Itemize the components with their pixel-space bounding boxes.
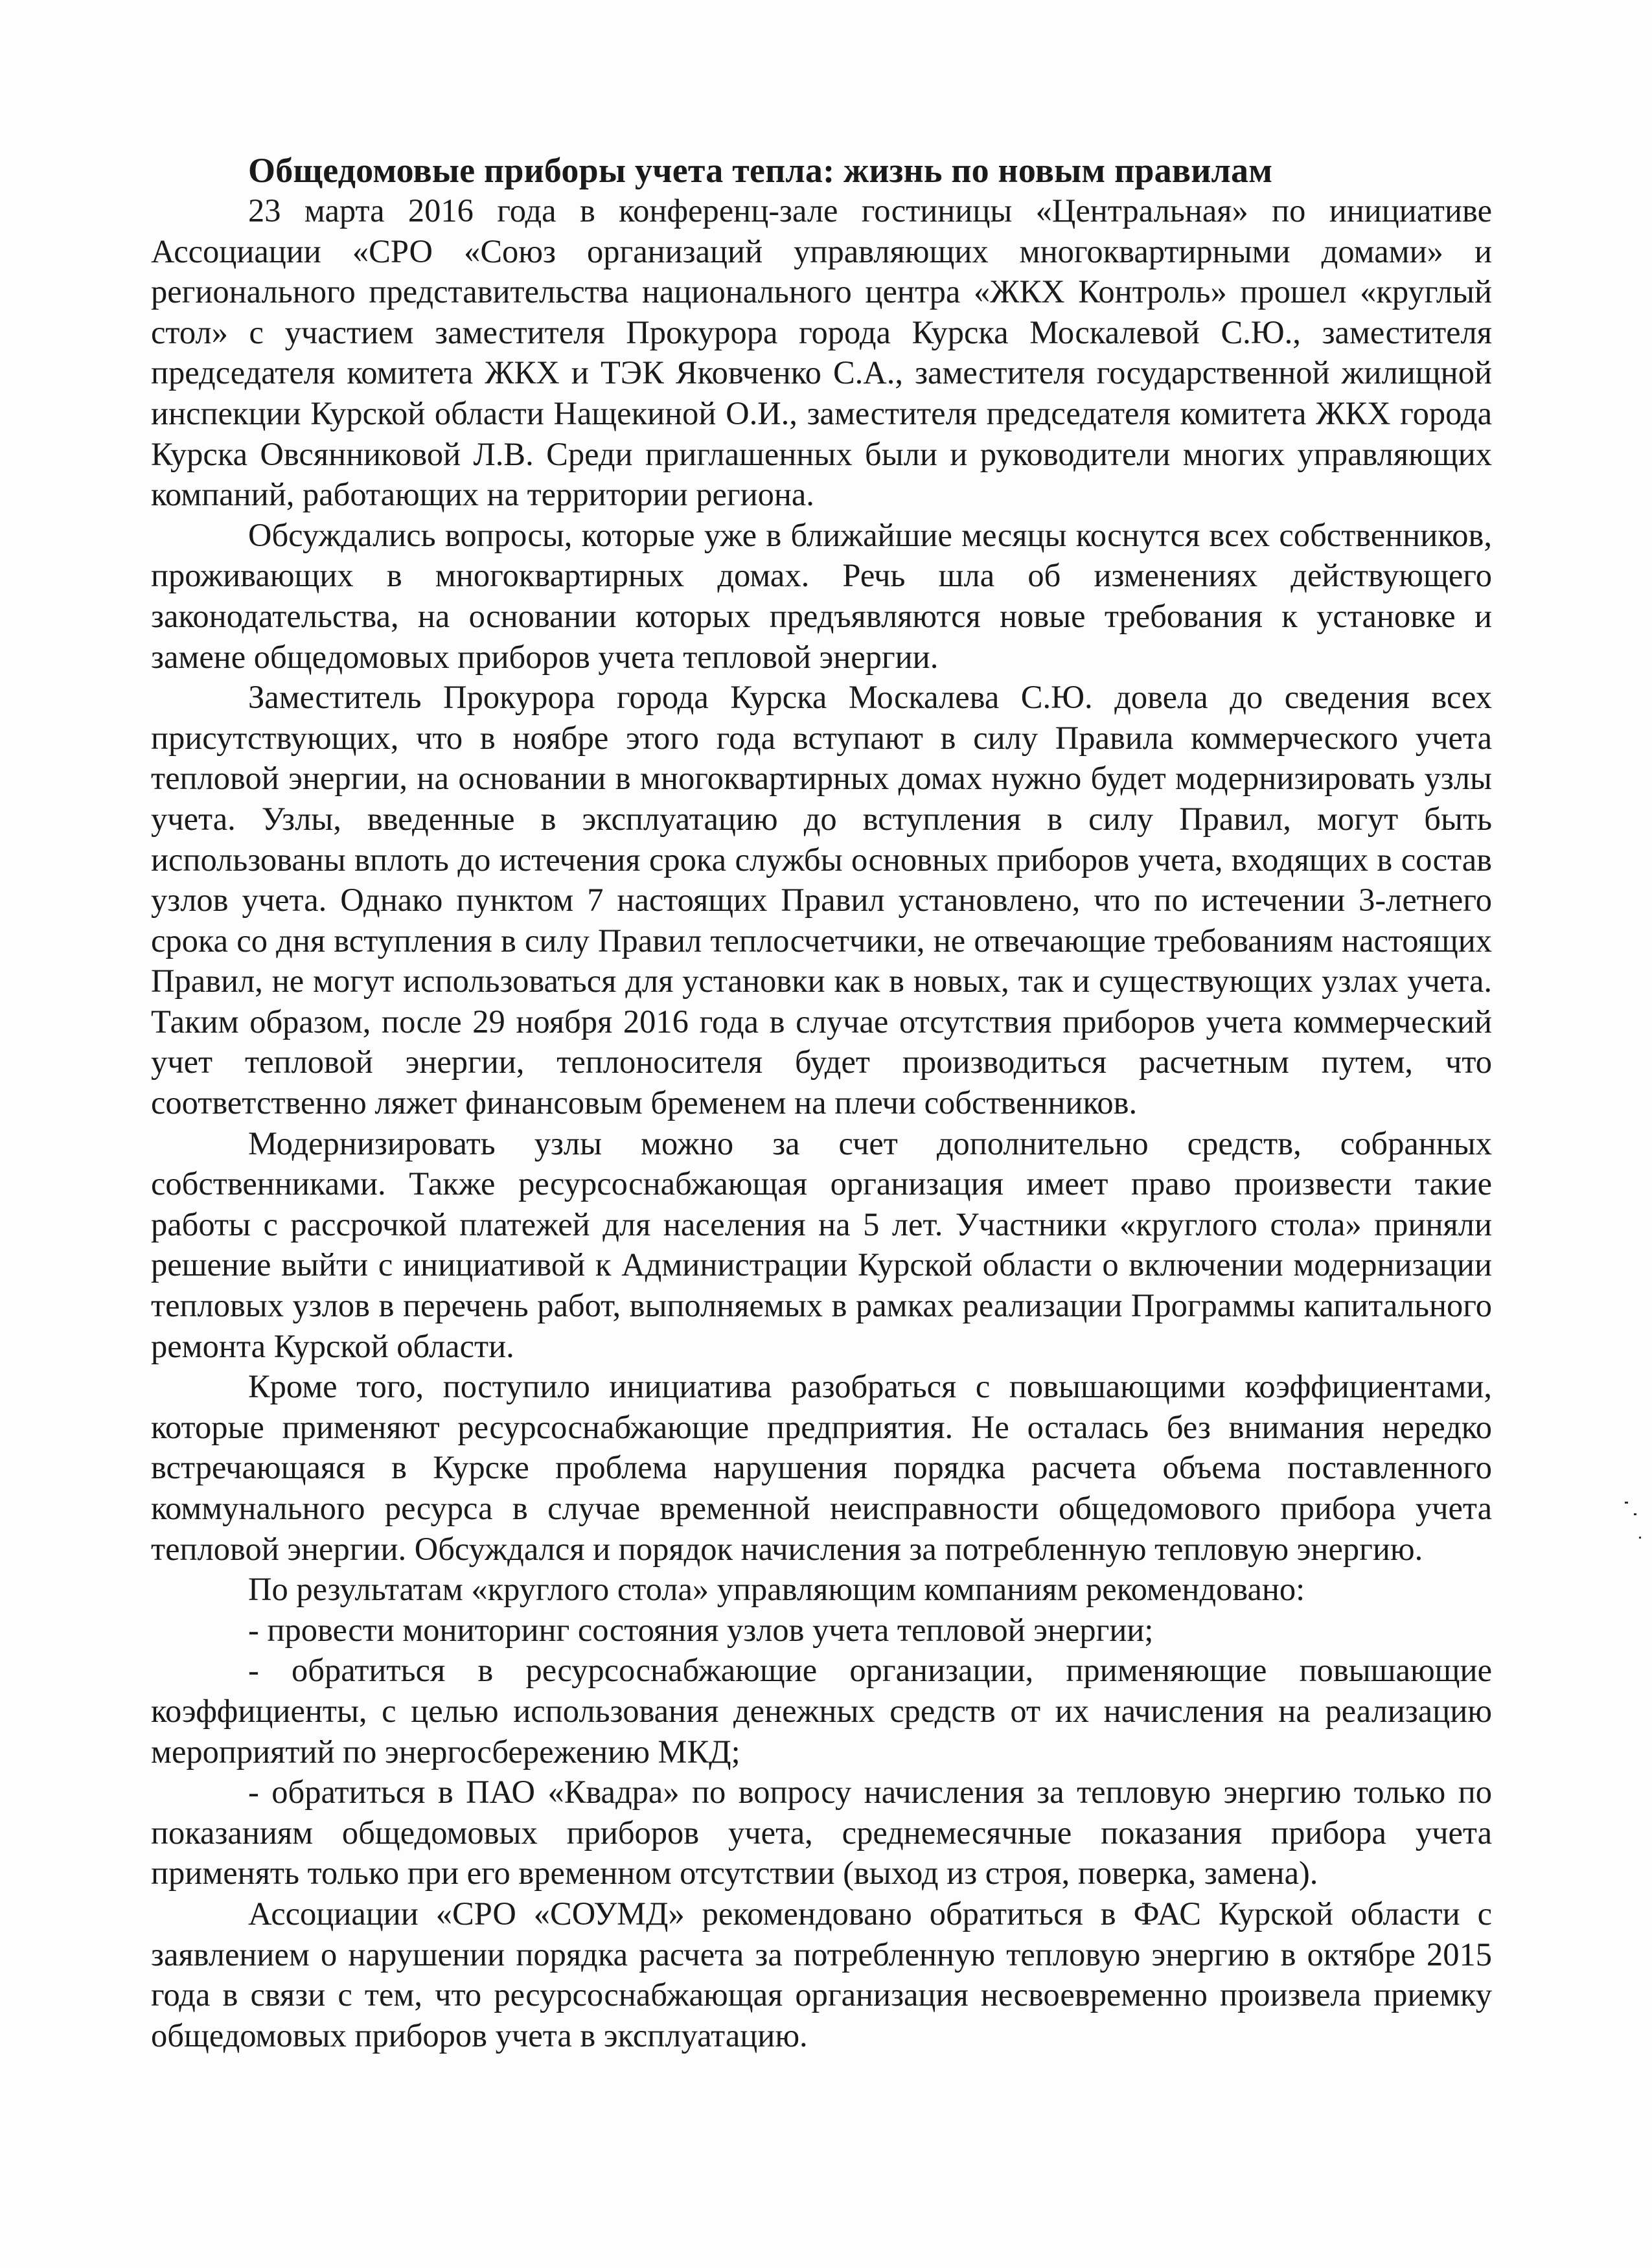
scan-speck [1625, 1502, 1628, 1504]
recommendation-item: - обратиться в ПАО «Квадра» по вопросу начисления за тепловую энергию только по показаниям общедомовых приборов учета, среднемесячные показания прибора учета применять только при его временном отсутствии (выход из строя, поверка, замена). [151, 1774, 1492, 1892]
paragraph-closing: Ассоциации «СРО «СОУМД» рекомендовано обратиться в ФАС Курской области с заявлением о нарушении порядка расчета за потребленную тепловую энергию в октябре 2015 года в связи с тем, что ресурсоснабжающая организация несвоевременно произвела приемку общедомовых приборов учета в эксплуатацию. [151, 1895, 1492, 2054]
scan-speck [1634, 1513, 1636, 1515]
recommendation-item: - обратиться в ресурсоснабжающие организации, применяющие повышающие коэффициенты, с целью использования денежных средств от их начисления на реализацию мероприятий по энергосбережению МКД; [151, 1652, 1492, 1770]
paragraph-prosecutor: Заместитель Прокурора города Курска Москалева С.Ю. довела до сведения всех присутствующих, что в ноябре этого года вступают в силу Правила коммерческого учета тепловой энергии, на основании в многоквартирных домах нужно будет модернизировать узлы учета. Узлы, введенные в эксплуатацию до вступления в силу Правил, могут быть использованы вплоть до истечения срока службы основных приборов учета, входящих в состав узлов учета. Однако пунктом 7 настоящих Правил установлено, что по истечении 3-летнего срока со дня вступления в силу Правил теплосчетчики, не отвечающие требованиям настоящих Правил, не могут использоваться для установки как в новых, так и существующих узлах учета. Таким образом, после 29 ноября 2016 года в случае отсутствия приборов учета коммерческий учет тепловой энергии, теплоносителя будет производиться расчетным путем, что соответственно ляжет финансовым бременем на плечи собственников. [151, 679, 1492, 1121]
paragraph-results-intro: По результатам «круглого стола» управляющим компаниям рекомендовано: [248, 1571, 1305, 1608]
paragraph-intro: 23 марта 2016 года в конференц-зале гостиницы «Центральная» по инициативе Ассоциации «СРО «Союз организаций управляющих многоквартирными домами» и регионального представительства национального центра «ЖКХ Контроль» прошел «круглый стол» с участием заместителя Прокурора города Курска Москалевой С.Ю., заместителя председателя комитета ЖКХ и ТЭК Яковченко С.А., заместителя государственной жилищной инспекции Курской области Нащекиной О.И., заместителя председателя комитета ЖКХ города Курска Овсянниковой Л.В. Среди приглашенных были и руководители многих управляющих компаний, работающих на территории региона. [151, 192, 1492, 513]
paragraph-coefficients: Кроме того, поступило инициатива разобраться с повышающими коэффициентами, которые применяют ресурсоснабжающие предприятия. Не осталась без внимания нередко встречающаяся в Курске проблема нарушения порядка расчета объема поставленного коммунального ресурса в случае временной неисправности общедомового прибора учета тепловой энергии. Обсуждался и порядок начисления за потребленную тепловую энергию. [151, 1368, 1492, 1567]
paragraph-discussion: Обсуждались вопросы, которые уже в ближайшие месяцы коснутся всех собственников, проживающих в многоквартирных домах. Речь шла об изменениях действующего законодательства, на основании которых предъявляются новые требования к установке и замене общедомовых приборов учета тепловой энергии. [151, 516, 1492, 675]
scan-speck [1639, 1537, 1641, 1539]
document-title: Общедомовые приборы учета тепла: жизнь по новым правилам [248, 151, 1273, 190]
paragraph-modernization: Модернизировать узлы можно за счет дополнительно средств, собранных собственниками. Также ресурсоснабжающая организация имеет право произвести такие работы с рассрочкой платежей для населения на 5 лет. Участники «круглого стола» приняли решение выйти с инициативой к Администрации Курской области о включении модернизации тепловых узлов в перечень работ, выполняемых в рамках реализации Программы капитального ремонта Курской области. [151, 1125, 1492, 1364]
recommendation-item: - провести мониторинг состояния узлов учета тепловой энергии; [248, 1611, 1154, 1648]
document-body [151, 148, 1492, 2056]
